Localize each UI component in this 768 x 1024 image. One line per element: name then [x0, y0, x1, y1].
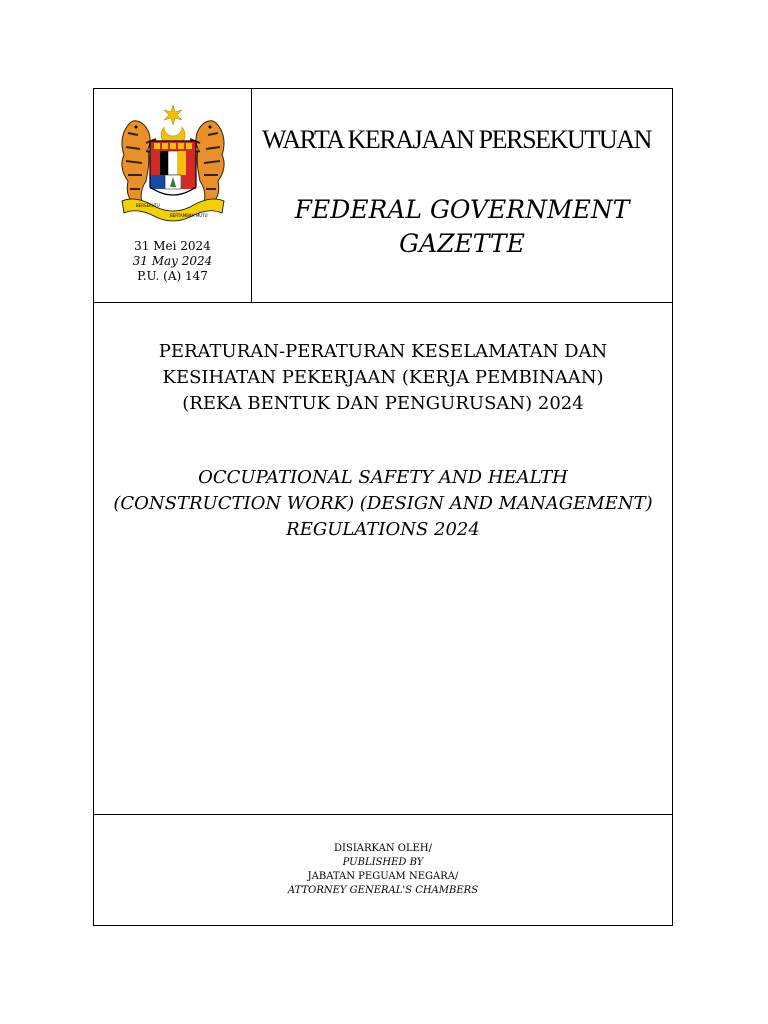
regulation-title-ms-line: KESIHATAN PEKERJAAN (KERJA PEMBINAAN) [162, 367, 604, 388]
regulation-title-ms [94, 339, 672, 417]
gazette-reference: P.U. (A) 147 [137, 269, 208, 283]
gazette-title-en-line1: FEDERAL GOVERNMENT [294, 195, 630, 224]
regulation-title-section [94, 303, 672, 815]
date-en: 31 May 2024 [132, 254, 213, 268]
regulation-title-en-line: (CONSTRUCTION WORK) (DESIGN AND MANAGEMENT) [113, 493, 653, 514]
publisher-name-ms: JABATAN PEGUAM NEGARA/ [307, 871, 459, 882]
publisher-section [94, 815, 672, 925]
crest-ribbon-text-right: BERTAMBAH MUTU [170, 213, 208, 218]
title-panel [252, 89, 672, 302]
regulation-title-ms-line: (REKA BENTUK DAN PENGURUSAN) 2024 [182, 393, 584, 414]
gazette-header [94, 89, 672, 303]
malaysia-coat-of-arms-icon [116, 103, 230, 233]
gazette-date-block [94, 239, 251, 284]
gazette-title-ms: WARTA KERAJAAN PERSEKUTUAN [262, 125, 651, 154]
regulation-title-en [94, 465, 672, 543]
publisher-name-en: ATTORNEY GENERAL'S CHAMBERS [287, 885, 479, 896]
published-by-en: PUBLISHED BY [342, 857, 424, 868]
crest-ribbon-text-left: BERSEKUTU [136, 203, 160, 208]
regulation-title-ms-line: PERATURAN-PERATURAN KESELAMATAN DAN [158, 341, 608, 362]
gazette-title-en [252, 193, 672, 261]
regulation-title-en-line: OCCUPATIONAL SAFETY AND HEALTH [198, 467, 568, 488]
gazette-title-en-line2: GAZETTE [399, 229, 525, 258]
regulation-title-en-line: REGULATIONS 2024 [286, 519, 480, 540]
publisher-block [94, 842, 672, 898]
crest-panel [94, 89, 252, 302]
published-by-ms: DISIARKAN OLEH/ [334, 843, 432, 854]
gazette-cover [93, 88, 673, 926]
date-ms: 31 Mei 2024 [134, 239, 211, 253]
